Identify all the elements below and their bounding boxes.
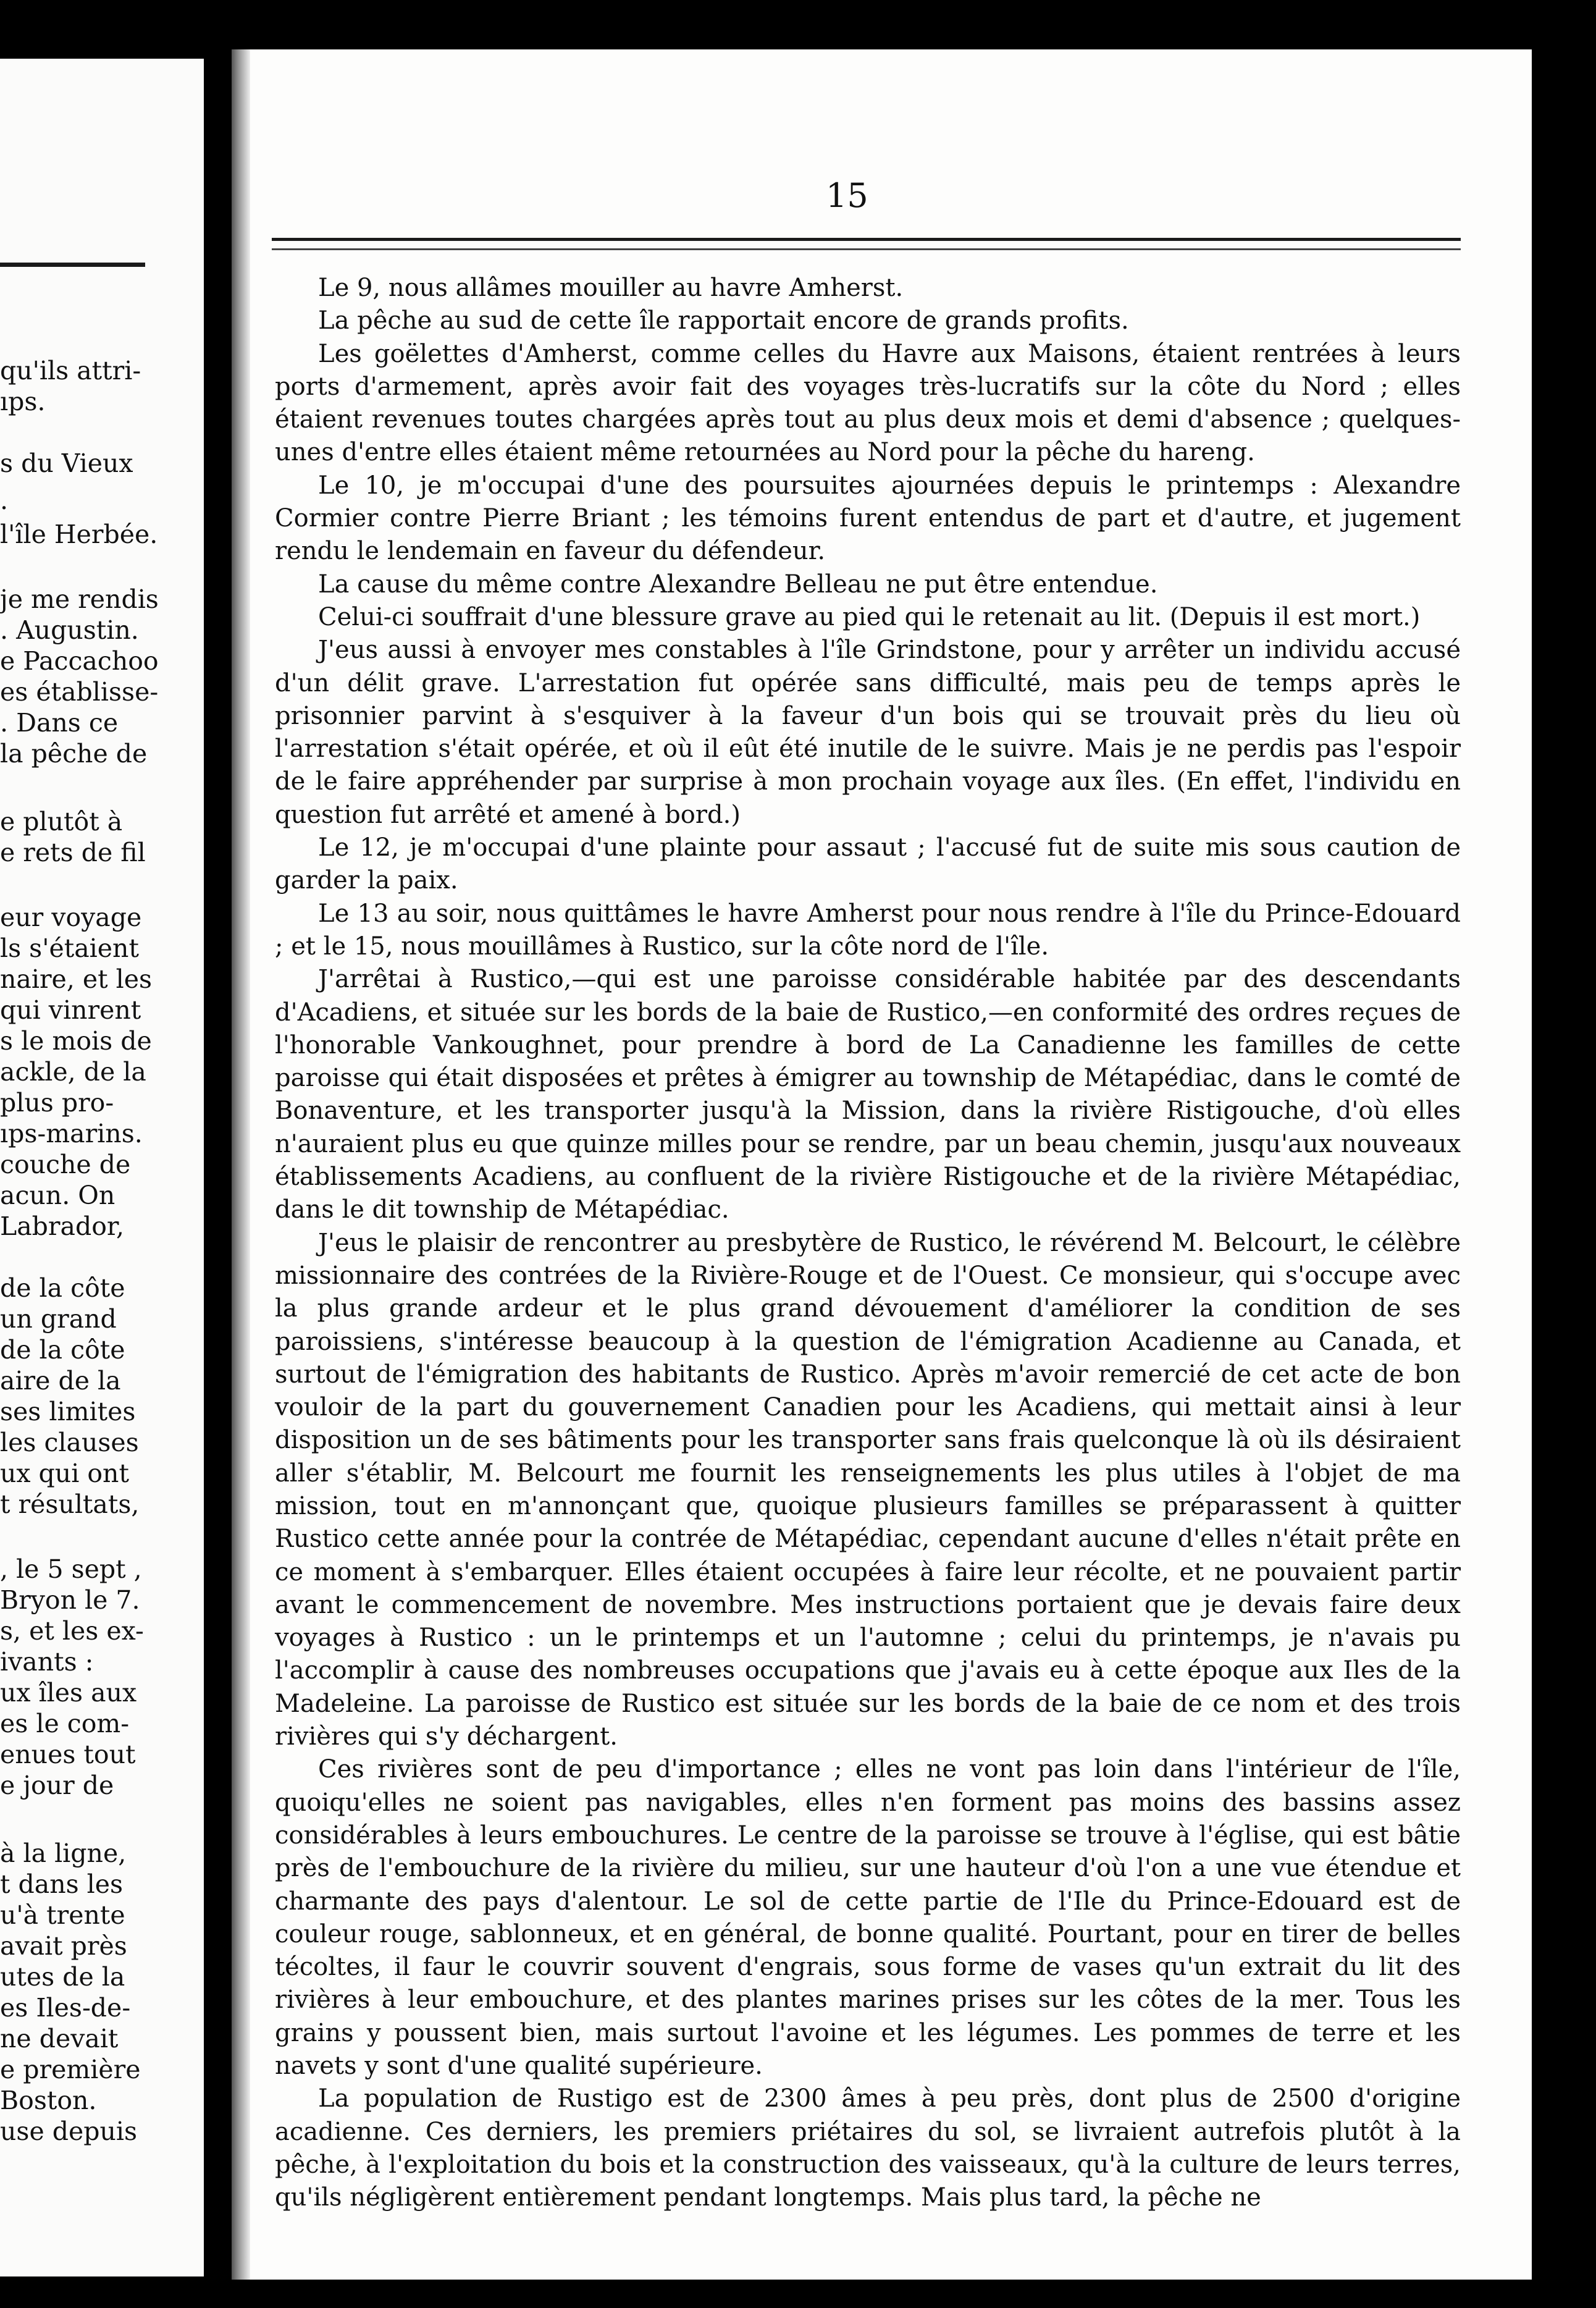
paragraph: Celui-ci souffrait d'une blessure grave au pied qui le retenait au lit. (Depuis il est mort.) xyxy=(318,602,1421,631)
paragraph: Le 12, je m'occupai d'une plainte pour assaut ; l'accusé fut de suite mis sous caution de garder la paix. xyxy=(275,833,1461,895)
book-gutter xyxy=(204,0,232,2308)
left-page-fragment xyxy=(0,59,204,2276)
left-line: es le com- xyxy=(0,1709,130,1738)
left-line: e plutôt à xyxy=(0,807,123,836)
left-line: s le mois de xyxy=(0,1026,152,1056)
left-line: Boston. xyxy=(0,2086,97,2115)
left-line: e Paccachoo xyxy=(0,646,159,676)
right-page xyxy=(232,49,1532,2280)
left-line: ux qui ont xyxy=(0,1459,129,1488)
left-line: l'île Herbée. xyxy=(0,520,158,549)
left-line: ıps-marins. xyxy=(0,1119,143,1148)
paragraph: J'eus le plaisir de rencontrer au presbytère de Rustico, le révérend M. Belcourt, le célèbre missionnaire des contrées de la Rivière-Rouge et de l'Ouest. Ce monsieur, qui s'occupe avec la plus grande ardeur et le plus grand dévouement d'améliorer la condition de ses paroissiens, s'intéresse beaucoup à la question de l'émigration Acadienne au Canada, et surtout de l'émigration des habitants de Rustico. Après m'avoir remercié de cet acte de bon vouloir de la part du gouvernement Canadien pour les Acadiens, qui mettait ainsi à leur disposition un de ses bâtiments pour les transporter sans frais quelconque là où ils désiraient aller s'établir, M. Belcourt me fournit les renseignements les plus utiles à l'objet de ma mission, tout en m'annonçant que, quoique plusieurs familles se préparassent à quitter Rustico cette année pour la contrée de Métapédiac, cependant aucune d'elles n'était prête en ce moment à s'embarquer. Elles étaient occupées à faire leur récolte, et ne pouvaient partir avant le commencement de novembre. Mes instructions portaient que je devais faire deux voyages à Rustico : un le printemps et un l'automne ; celui du printemps, je n'avais pu l'accomplir à cause des nombreuses occupations que j'avais eu à cette époque aux Iles de la Madeleine. La paroisse de Rustico est située sur les bords de la baie de ce nom et des trois rivières qui s'y déchargent. xyxy=(275,1228,1461,1751)
paragraph: La pêche au sud de cette île rapportait encore de grands profits. xyxy=(318,306,1129,335)
left-line: qui vinrent xyxy=(0,995,141,1025)
left-line: e rets de fil xyxy=(0,838,146,867)
left-line: aire de la xyxy=(0,1366,121,1396)
left-line: es établisse- xyxy=(0,677,159,707)
paragraph: Le 10, je m'occupai d'une des poursuites ajournées depuis le printemps : Alexandre Cormier contre Pierre Briant ; les témoins furent entendus de part et d'autre, et jugement rendu le lendemain en faveur du défendeur. xyxy=(275,471,1461,566)
left-line: e jour de xyxy=(0,1771,114,1800)
left-line: ses limites xyxy=(0,1397,136,1426)
left-line: , le 5 sept , xyxy=(0,1554,142,1584)
left-line: ne devait xyxy=(0,2024,119,2053)
paragraph: Ces rivières sont de peu d'importance ; elles ne vont pas loin dans l'intérieur de l'île, quoiqu'elles ne soient pas navigables, elles n'en forment pas moins des bassins assez considérables à leurs embouchures. Le centre de la paroisse se trouve à l'église, qui est bâtie près de l'embouchure de la rivière du milieu, sur une hauteur d'où l'on a une vue étendue et charmante des pays d'alentour. Le sol de cette partie de l'Ile du Prince-Edouard est de couleur rouge, sablonneux, et en général, de bonne qualité. Pourtant, pour en tirer de belles técoltes, il faur le couvrir souvent d'engrais, sous forme de vases qu'un extrait du lit des rivières à leur embouchure, et des plantes marines prises sur les côtes de la mer. Tous les grains y poussent bien, mais surtout l'avoine et les légumes. Les pommes de terre et les navets y sont d'une qualité supérieure. xyxy=(275,1755,1461,2081)
left-line: s du Vieux xyxy=(0,449,133,478)
left-line: s, et les ex- xyxy=(0,1616,144,1646)
left-line: la pêche de xyxy=(0,739,148,769)
left-page-rule xyxy=(0,263,145,267)
scan-border xyxy=(1532,0,1596,2308)
paragraph: Les goëlettes d'Amherst, comme celles du Havre aux Maisons, étaient rentrées à leurs ports d'armement, après avoir fait des voyages très-lucratifs sur la côte du Nord ; elles étaient revenues toutes chargées après tout au plus deux mois et demi d'absence ; quelques-unes d'entre elles étaient même retournées au Nord pour la pêche du hareng. xyxy=(275,339,1461,467)
body-text xyxy=(275,272,1461,2215)
left-line: de la côte xyxy=(0,1273,125,1303)
paragraph: La cause du même contre Alexandre Belleau ne put être entendue. xyxy=(318,570,1158,599)
left-line: les clauses xyxy=(0,1428,139,1457)
left-line: t dans les xyxy=(0,1869,124,1899)
left-line: couche de xyxy=(0,1150,131,1179)
left-line: . Augustin. xyxy=(0,615,139,645)
left-line: es Iles-de- xyxy=(0,1993,131,2023)
left-line: use depuis xyxy=(0,2116,138,2146)
left-line: . xyxy=(0,486,9,515)
left-line: qu'ils attri- xyxy=(0,356,141,385)
header-rule xyxy=(272,238,1461,250)
left-line: ivants : xyxy=(0,1647,94,1677)
paragraph: Le 9, nous allâmes mouiller au havre Amherst. xyxy=(318,274,904,302)
left-line: ackle, de la xyxy=(0,1057,146,1087)
left-line: naire, et les xyxy=(0,964,153,994)
paragraph: J'eus aussi à envoyer mes constables à l'île Grindstone, pour y arrêter un individu accusé d'un délit grave. L'arrestation fut opérée sans difficulté, mais peu de temps après le prisonnier parvint à s'esquiver à la faveur d'un bois qui se trouvait près du lieu où l'arrestation s'était opérée, et où il eût été inutile de le suivre. Mais je ne perdis pas l'espoir de le faire appréhender par surprise à mon prochain voyage aux îles. (En effet, l'individu en question fut arrêté et amené à bord.) xyxy=(275,636,1461,829)
paragraph: Le 13 au soir, nous quittâmes le havre Amherst pour nous rendre à l'île du Prince-Edouard ; et le 15, nous mouillâmes à Rustico, sur la côte nord de l'île. xyxy=(275,899,1461,961)
left-line: e première xyxy=(0,2055,141,2084)
spine-shadow xyxy=(232,49,250,2280)
paragraph: La population de Rustigo est de 2300 âmes à peu près, dont plus de 2500 d'origine acadienne. Ces derniers, les premiers priétaires du sol, se livraient autrefois plutôt à la pêche, à l'exploitation du bois et la construction des vaisseaux, qu'à la culture de leurs terres, qu'ils négligèrent entièrement pendant longtemps. Mais plus tard, la pêche ne xyxy=(275,2084,1461,2212)
left-line: ıps. xyxy=(0,387,46,416)
left-line: avait près xyxy=(0,1931,127,1961)
left-line: un grand xyxy=(0,1304,117,1334)
left-line: utes de la xyxy=(0,1962,125,1992)
left-line: je me rendis xyxy=(0,584,159,614)
left-line: Labrador, xyxy=(0,1211,125,1241)
left-line: à la ligne, xyxy=(0,1838,127,1868)
left-line: de la côte xyxy=(0,1335,125,1365)
left-line: eur voyage xyxy=(0,903,142,932)
left-line: ux îles aux xyxy=(0,1678,137,1708)
left-line: Bryon le 7. xyxy=(0,1585,140,1615)
left-line: enues tout xyxy=(0,1740,136,1769)
left-line: t résultats, xyxy=(0,1489,140,1519)
left-line: acun. On xyxy=(0,1181,116,1210)
paragraph: J'arrêtai à Rustico,—qui est une paroisse considérable habitée par des descendants d'Acadiens, et située sur les bords de la baie de Rustico,—en conformité des ordres reçues de l'honorable Vankoughnet, pour prendre à bord de La Canadienne les familles de cette paroisse qui était disposées et prêtes à émigrer au township de Métapédiac, dans le comté de Bonaventure, et les transporter jusqu'à la Mission, dans la rivière Ristigouche, d'où elles n'auraient plus eu que quinze milles pour se rendre, par un beau chemin, jusqu'aux nouveaux établissements Acadiens, au confluent de la rivière Ristigouche et de la rivière Métapédiac, dans le dit township de Métapédiac. xyxy=(275,965,1461,1224)
left-line: u'à trente xyxy=(0,1900,125,1930)
left-line: . Dans ce xyxy=(0,708,119,738)
page-number: 15 xyxy=(826,176,868,215)
left-line: plus pro- xyxy=(0,1088,114,1118)
left-line: ls s'étaient xyxy=(0,933,139,963)
